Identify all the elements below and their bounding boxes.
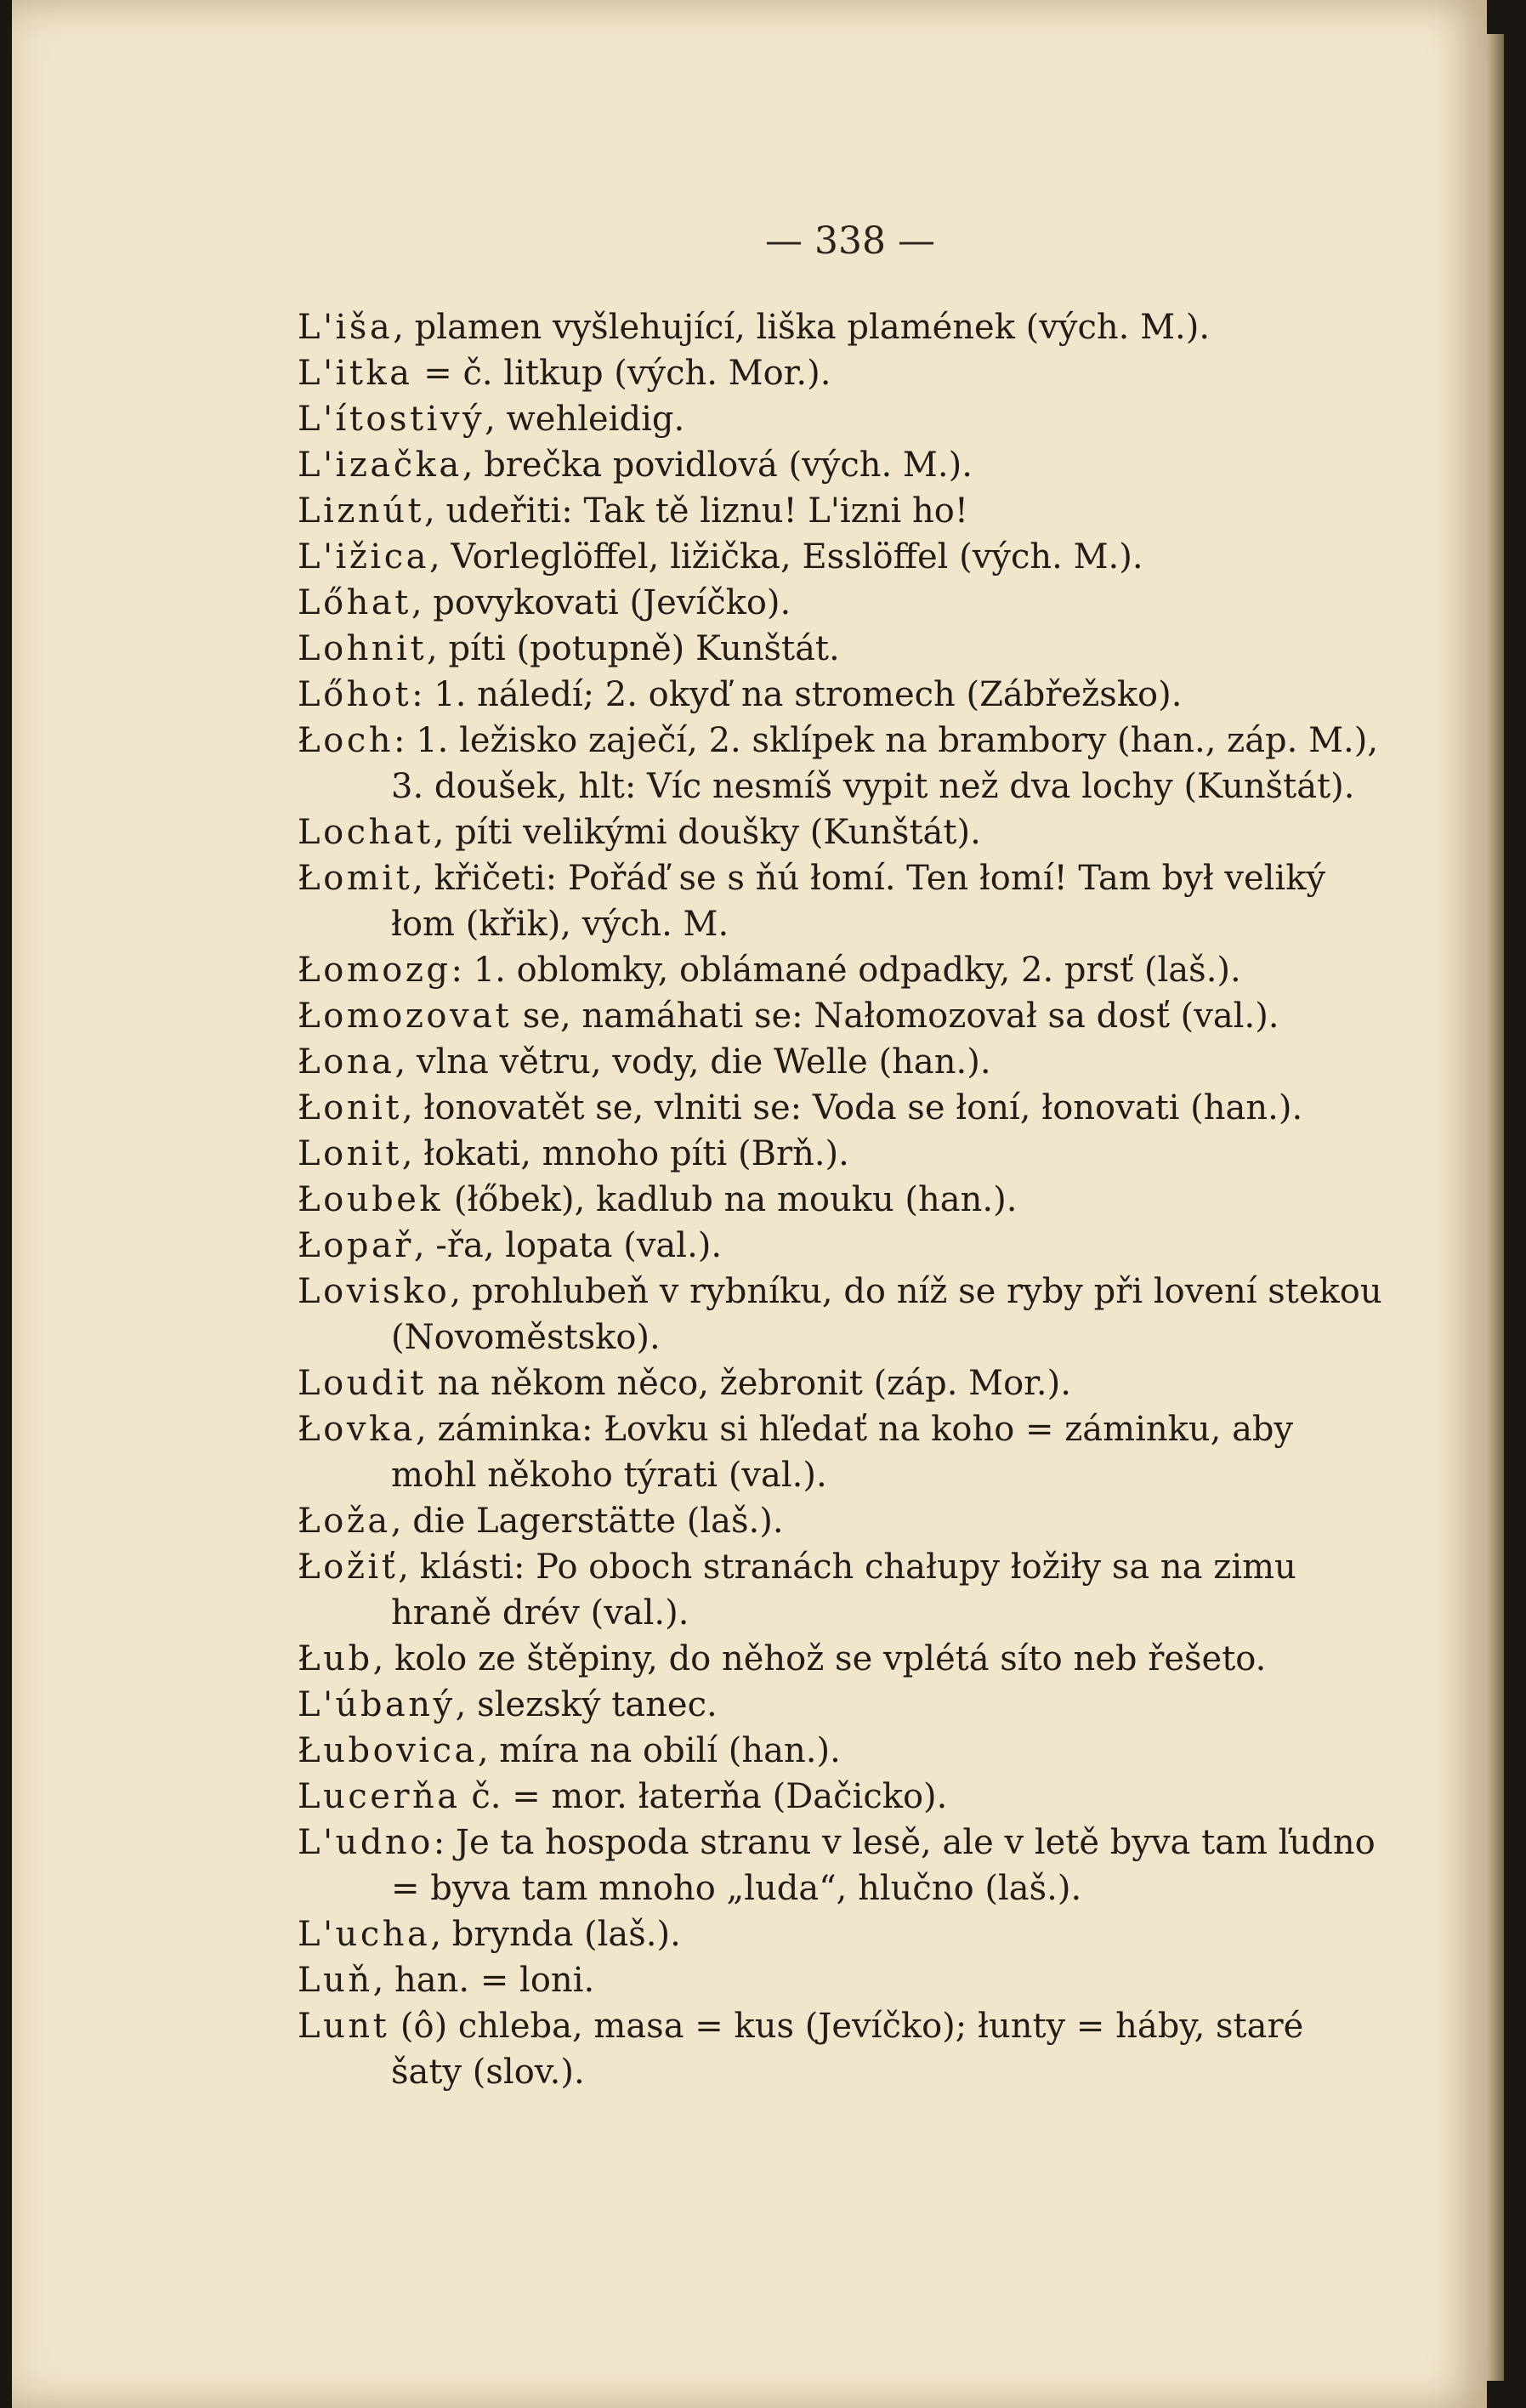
- entry-lisa: [298, 304, 1403, 350]
- definition-continuation: = byva tam mnoho „luda“, hlučno (laš.).: [391, 1869, 1082, 1908]
- definition: , łonovatět se, vlniti se: Voda se łoní, łonovati (han.).: [401, 1088, 1303, 1127]
- headword: L'ítostivý: [298, 400, 485, 439]
- headword: Łovka: [298, 1410, 417, 1449]
- definition: na někom něco, žebronit (záp. Mor.).: [426, 1364, 1071, 1403]
- definition: , brynda (laš.).: [430, 1915, 681, 1954]
- definition-continuation: šaty (slov.).: [391, 2053, 585, 2092]
- definition: , łokati, mnoho píti (Brň.).: [401, 1134, 849, 1173]
- definition: (ô) chleba, masa = kus (Jevíčko); łunty = háby, staré: [389, 2007, 1304, 2046]
- definition: , udeřiti: Tak tě liznu! L'izni ho!: [424, 491, 968, 531]
- entry-lubany: [298, 1682, 1403, 1728]
- entry-lun: [298, 1957, 1403, 2003]
- entry-lomozg: [298, 947, 1403, 993]
- entry-lucha: [298, 1911, 1403, 1957]
- definition-continuation: hraně drév (val.).: [391, 1593, 689, 1633]
- definition: = č. litkup (vých. Mor.).: [412, 354, 831, 393]
- page-number: — 338 —: [765, 219, 935, 263]
- entry-lunt: [298, 2003, 1403, 2095]
- headword: Łonit: [298, 1088, 402, 1127]
- dictionary-entries: [298, 304, 1403, 2095]
- definition: , brečka povidlová (vých. M.).: [462, 446, 973, 485]
- definition: : 1. náledí; 2. okyď na stromech (Zábřežsko).: [411, 675, 1183, 714]
- headword: Łomozg: [298, 951, 451, 990]
- definition: : 1. oblomky, oblámané odpadky, 2. prsť (laš.).: [451, 951, 1241, 990]
- definition: , záminka: Łovku si hľedať na koho = záminku, aby: [416, 1410, 1294, 1449]
- entry-lubovica: [298, 1728, 1403, 1774]
- entry-lomozovat: [298, 993, 1403, 1039]
- headword: Loudit: [298, 1364, 427, 1403]
- headword: Lonit: [298, 1134, 402, 1173]
- definition: , wehleidig.: [485, 400, 685, 439]
- entry-lovka: [298, 1406, 1403, 1498]
- headword: Luň: [298, 1961, 373, 2000]
- entry-lucerna: [298, 1774, 1403, 1820]
- entry-lizica: [298, 534, 1403, 580]
- headword: L'izačka: [298, 446, 462, 485]
- headword: Lovisko: [298, 1272, 451, 1311]
- definition-continuation: 3. doušek, hlt: Víc nesmíš vypit než dva lochy (Kunštát).: [391, 767, 1355, 806]
- entry-ludno: [298, 1820, 1403, 1911]
- entry-lizacka: [298, 442, 1403, 488]
- entry-lub: [298, 1636, 1403, 1682]
- definition-continuation: łom (křik), vých. M.: [391, 905, 729, 944]
- entry-litka: [298, 350, 1403, 396]
- headword: Lohnit: [298, 629, 428, 668]
- definition: : 1. ležisko zaječí, 2. sklípek na brambory (han., záp. M.),: [394, 721, 1379, 760]
- headword: L'udno: [298, 1823, 434, 1862]
- headword: L'ucha: [298, 1915, 431, 1954]
- definition-continuation: mohl někoho týrati (val.).: [391, 1456, 827, 1495]
- definition: , povykovati (Jevíčko).: [411, 583, 791, 622]
- entry-lonit-wave: [298, 1085, 1403, 1131]
- definition: , prohlubeň v rybníku, do níž se ryby při lovení stekou: [450, 1272, 1382, 1311]
- headword: Łubovica: [298, 1731, 478, 1770]
- headword: Łopař: [298, 1226, 414, 1265]
- headword: L'úbaný: [298, 1685, 456, 1724]
- entry-loudit: [298, 1360, 1403, 1406]
- headword: Lucerňa: [298, 1777, 461, 1816]
- definition: , plamen vyšlehující, liška plamének (vých. M.).: [393, 308, 1211, 347]
- headword: Łoubek: [298, 1180, 444, 1219]
- definition: , vlna větru, vody, die Welle (han.).: [394, 1042, 991, 1082]
- entry-lonit-drink: [298, 1131, 1403, 1177]
- entry-loch: [298, 718, 1403, 809]
- definition: , křičeti: Pořáď se s ňú łomí. Ten łomí! Tam był veliký: [412, 859, 1326, 898]
- definition: se, namáhati se: Nałomozovał sa dosť (val.).: [512, 997, 1279, 1036]
- entry-lochat: [298, 809, 1403, 855]
- definition: , Vorleglöffel, ližička, Esslöffel (vých. M.).: [428, 537, 1143, 576]
- headword: Łona: [298, 1042, 395, 1082]
- definition: , kolo ze štěpiny, do něhož se vplétá síto neb řešeto.: [372, 1639, 1267, 1678]
- headword: Łomozovat: [298, 997, 513, 1036]
- headword: Łub: [298, 1639, 373, 1678]
- definition: , míra na obilí (han.).: [477, 1731, 841, 1770]
- headword: Liznút: [298, 491, 425, 531]
- entry-lozit: [298, 1544, 1403, 1636]
- headword: Łoža: [298, 1502, 391, 1541]
- headword: L'ižica: [298, 537, 429, 576]
- entry-lohat: [298, 580, 1403, 626]
- headword: Lőhot: [298, 675, 412, 714]
- entry-lovisko: [298, 1269, 1403, 1360]
- definition: , klásti: Po oboch stranách chałupy łožiły sa na zimu: [398, 1548, 1296, 1587]
- page-edge: [1487, 34, 1504, 2381]
- definition: , píti velikými doušky (Kunštát).: [433, 813, 981, 852]
- entry-lohnit: [298, 626, 1403, 672]
- headword: Lőhat: [298, 583, 411, 622]
- headword: Łoch: [298, 721, 394, 760]
- headword: L'iša: [298, 308, 394, 347]
- definition: (łőbek), kadlub na mouku (han.).: [443, 1180, 1018, 1219]
- definition: , -řa, lopata (val.).: [413, 1226, 723, 1265]
- headword: Łožiť: [298, 1548, 399, 1587]
- definition: , slezský tanec.: [455, 1685, 718, 1724]
- entry-lomit: [298, 855, 1403, 947]
- headword: L'itka: [298, 354, 413, 393]
- definition: : Je ta hospoda stranu v lesě, ale v letě byva tam ľudno: [433, 1823, 1376, 1862]
- entry-lona: [298, 1039, 1403, 1085]
- definition: č. = mor. łaterňa (Dačicko).: [460, 1777, 948, 1816]
- headword: Łomit: [298, 859, 413, 898]
- entry-lohot: [298, 672, 1403, 718]
- definition: , die Lagerstätte (laš.).: [390, 1502, 784, 1541]
- entry-litostivy: [298, 396, 1403, 442]
- entry-liznut: [298, 488, 1403, 534]
- entry-loubek: [298, 1177, 1403, 1223]
- definition-continuation: (Novoměstsko).: [391, 1318, 661, 1357]
- headword: Lunt: [298, 2007, 390, 2046]
- headword: Lochat: [298, 813, 434, 852]
- definition: , píti (potupně) Kunštát.: [427, 629, 840, 668]
- entry-loza: [298, 1498, 1403, 1544]
- definition: , han. = loni.: [372, 1961, 595, 2000]
- entry-lopar: [298, 1223, 1403, 1269]
